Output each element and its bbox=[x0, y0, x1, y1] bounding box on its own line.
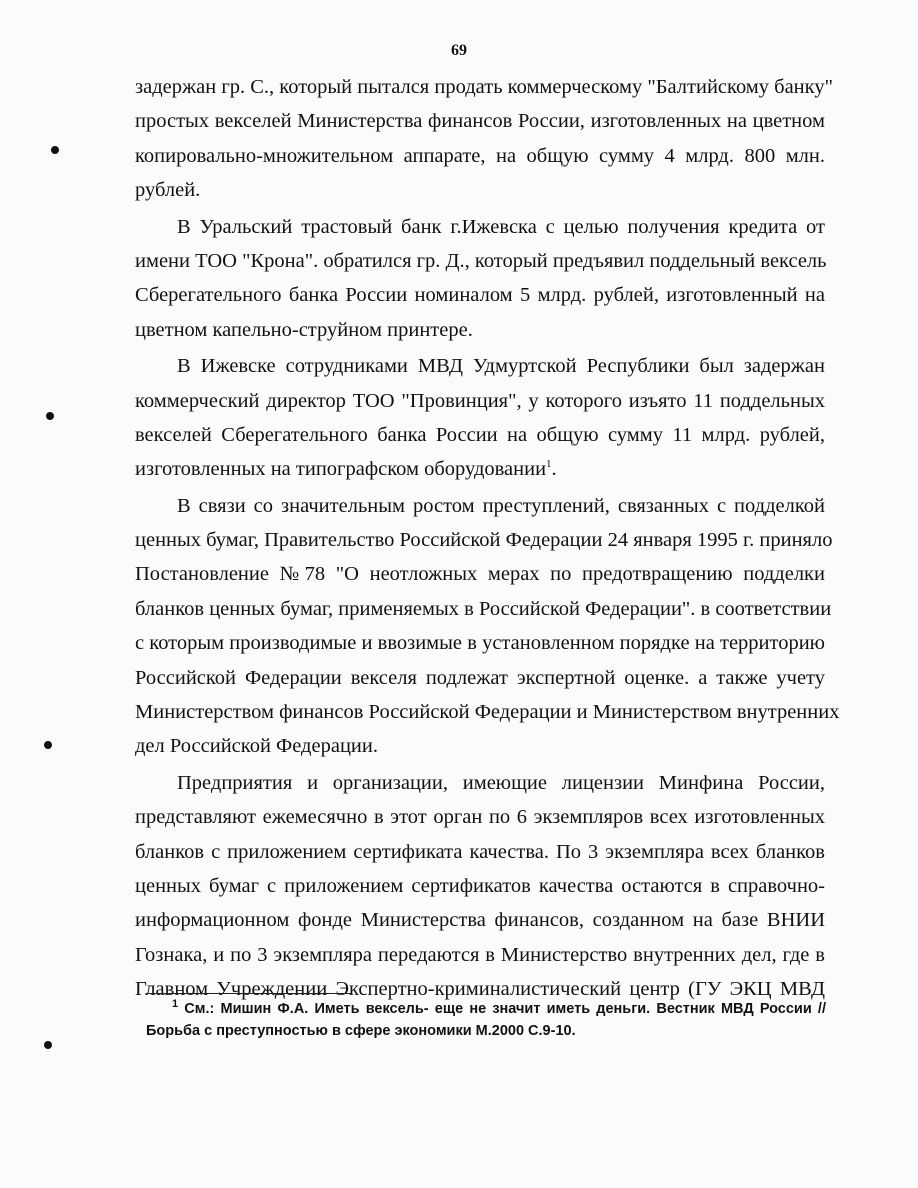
text-line: ценных бумаг, Правительство Российской Федерации 24 января 1995 г. приняло bbox=[135, 529, 833, 552]
text-line: рублей. bbox=[135, 179, 201, 202]
text-line: В Уральский трастовый банк г.Ижевска с целью получения кредита от bbox=[177, 215, 825, 238]
text-line: векселей Сберегательного банка России на общую сумму 11 млрд. рублей, bbox=[135, 423, 825, 446]
sentence-end: . bbox=[551, 458, 557, 481]
footnote-separator bbox=[146, 993, 352, 994]
page-number: 69 bbox=[451, 42, 467, 59]
footnote bbox=[146, 998, 826, 1042]
footnote-marker: 1 bbox=[172, 998, 179, 1011]
main-text bbox=[135, 70, 840, 1007]
footnote-line: Борьба с преступностью в сфере экономики М.2000 С.9-10. bbox=[146, 1023, 576, 1039]
text-line: бланков с приложением сертификата качества. По 3 экземпляра всех бланков bbox=[135, 840, 825, 863]
text-line: ценных бумаг с приложением сертификатов качества остаются в справочно- bbox=[135, 874, 825, 897]
punch-hole-1 bbox=[51, 146, 59, 154]
text-line: представляют ежемесячно в этот орган по 6 экземпляров всех изготовленных bbox=[135, 806, 825, 829]
text-line: коммерческий директор ТОО "Провинция", у которого изъято 11 поддельных bbox=[135, 389, 825, 412]
text-line: бланков ценных бумаг, применяемых в Российской Федерации". в соответствии bbox=[135, 597, 832, 620]
text-line-with-footnote bbox=[135, 452, 825, 486]
text-line: Сберегательного банка России номиналом 5 млрд. рублей, изготовленный на bbox=[135, 284, 825, 307]
text-line: имени ТОО "Крона". обратился гр. Д., который предъявил поддельный вексель bbox=[135, 249, 827, 272]
text-line: Российской Федерации векселя подлежат экспертной оценке. а также учету bbox=[135, 666, 825, 689]
text-line: дел Российской Федерации. bbox=[135, 735, 378, 758]
text-line: Гознака, и по 3 экземпляра передаются в Министерство внутренних дел, где в bbox=[135, 943, 825, 966]
punch-hole-4 bbox=[44, 1041, 52, 1049]
punch-hole-2 bbox=[46, 412, 54, 420]
text-line: информационном фонде Министерства финансов, созданном на базе ВНИИ bbox=[135, 909, 825, 932]
footnote-text: См.: Мишин Ф.А. Иметь вексель- еще не значит иметь деньги. Вестник МВД России // bbox=[184, 1001, 826, 1017]
punch-hole-3 bbox=[44, 741, 52, 749]
footnote-line bbox=[146, 998, 826, 1020]
text-line: простых векселей Министерства финансов России, изготовленных на цветном bbox=[135, 110, 825, 133]
footnote-reference: 1 bbox=[546, 458, 552, 471]
text-line: задержан гр. С., который пытался продать коммерческому "Балтийскому банку" bbox=[135, 76, 833, 98]
text-line: В Ижевске сотрудниками МВД Удмуртской Республики был задержан bbox=[177, 355, 825, 378]
text-line: Постановление №78 "О неотложных мерах по предотвращению подделки bbox=[135, 563, 825, 586]
text-line: В связи со значительным ростом преступлений, связанных с подделкой bbox=[177, 494, 825, 517]
text-line: изготовленных на типографском оборудовании bbox=[135, 458, 547, 481]
text-line: Предприятия и организации, имеющие лицензии Минфина России, bbox=[177, 771, 825, 794]
text-line: Главном Учреждении Экспертно-криминалистический центр (ГУ ЭКЦ МВД bbox=[135, 978, 825, 1001]
text-line: с которым производимые и ввозимые в установленном порядке на территорию bbox=[135, 632, 825, 655]
text-line: цветном капельно-струйном принтере. bbox=[135, 318, 473, 341]
text-line: копировально-множительном аппарате, на общую сумму 4 млрд. 800 млн. bbox=[135, 144, 825, 167]
text-line: Министерством финансов Российской Федерации и Министерством внутренних bbox=[135, 701, 840, 724]
